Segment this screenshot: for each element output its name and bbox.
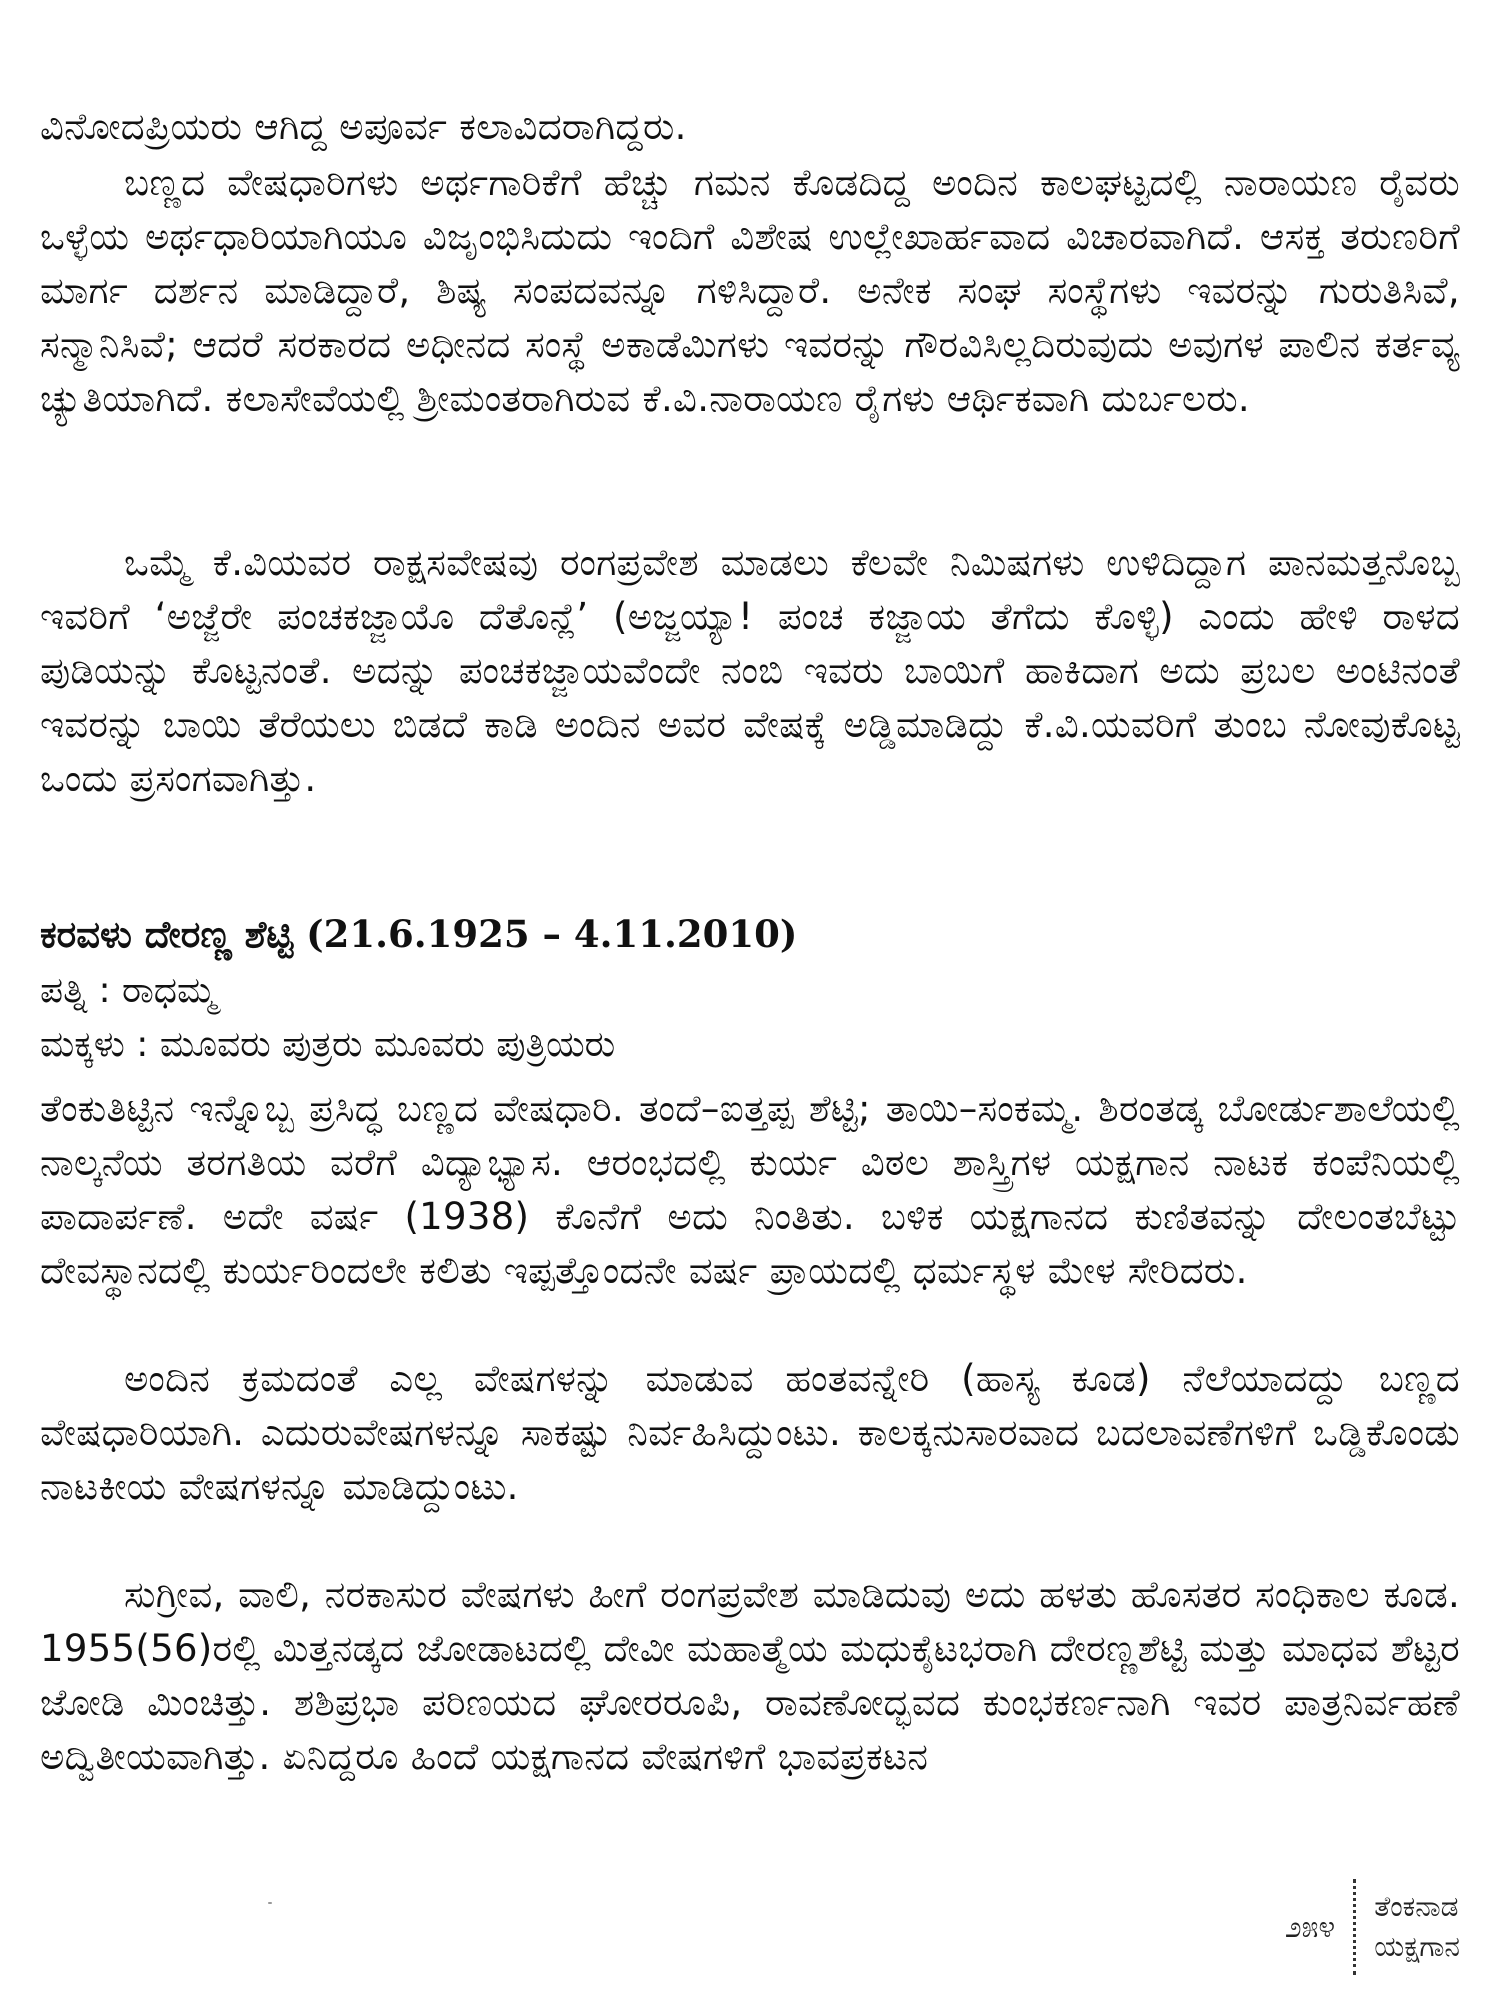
artist-children: ಮಕ್ಕಳು : ಮೂವರು ಪುತ್ರರು ಮೂವರು ಪುತ್ರಿಯರು (40, 1024, 616, 1065)
paragraph-anecdote: ಒಮ್ಮೆ ಕೆ.ವಿಯವರ ರಾಕ್ಷಸವೇಷವು ರಂಗಪ್ರವೇಶ ಮಾಡಲು ಕೆಲವೇ ನಿಮಿಷಗಳು ಉಳಿದಿದ್ದಾಗ ಪಾನಮತ್ತನೊಬ್ಬ ಇವರಿಗೆ ‘ಅಜ್ಜೆರೇ ಪಂಚಕಜ್ಜಾಯೊ ದೆತೊನ್ಲೆ’ (ಅಜ್ಜಯ್ಯಾ! ಪಂಚ ಕಜ್ಜಾಯ ತೆಗೆದು ಕೊಳ್ಳಿ) ಎಂದು ಹೇಳಿ ರಾಳದ ಪುಡಿಯನ್ನು ಕೊಟ್ಟನಂತೆ. ಅದನ್ನು ಪಂಚಕಜ್ಜಾಯವೆಂದೇ ನಂಬಿ ಇವರು ಬಾಯಿಗೆ ಹಾಕಿದಾಗ ಅದು ಪ್ರಬಲ ಅಂಟಿನಂತೆ ಇವರನ್ನು ಬಾಯಿ ತೆರೆಯಲು ಬಿಡದೆ ಕಾಡಿ ಅಂದಿನ ಅವರ ವೇಷಕ್ಕೆ ಅಡ್ಡಿಮಾಡಿದ್ದು ಕೆ.ವಿ.ಯವರಿಗೆ ತುಂಬ ನೋವುಕೊಟ್ಟ ಒಂದು ಪ್ರಸಂಗವಾಗಿತ್ತು. (40, 541, 1460, 800)
artist-spouse: ಪತ್ನಿ : ರಾಧಮ್ಮ (40, 970, 217, 1011)
book-title (1374, 1887, 1460, 1967)
footer-divider (1353, 1879, 1356, 1975)
book-title-line1: ತೆಂಕನಾಡ (1374, 1890, 1459, 1923)
paragraph-biography: ತೆಂಕುತಿಟ್ಟಿನ ಇನ್ನೊಬ್ಬ ಪ್ರಸಿದ್ಧ ಬಣ್ಣದ ವೇಷಧಾರಿ. ತಂದೆ–ಐತ್ತಪ್ಪ ಶೆಟ್ಟಿ; ತಾಯಿ–ಸಂಕಮ್ಮ. ಶಿರಂತಡ್ಕ ಬೋರ್ಡುಶಾಲೆಯಲ್ಲಿ ನಾಲ್ಕನೆಯ ತರಗತಿಯ ವರೆಗೆ ವಿದ್ಯಾಭ್ಯಾಸ. ಆರಂಭದಲ್ಲಿ ಕುರ್ಯ ವಿಠಲ ಶಾಸ್ತ್ರಿಗಳ ಯಕ್ಷಗಾನ ನಾಟಕ ಕಂಪೆನಿಯಲ್ಲಿ ಪಾದಾರ್ಪಣೆ. ಅದೇ ವರ್ಷ (1938) ಕೊನೆಗೆ ಅದು ನಿಂತಿತು. ಬಳಿಕ ಯಕ್ಷಗಾನದ ಕುಣಿತವನ್ನು ದೇಲಂತಬೆಟ್ಟು ದೇವಸ್ಥಾನದಲ್ಲಿ ಕುರ್ಯರಿಂದಲೇ ಕಲಿತು ಇಪ್ಪತ್ತೊಂದನೇ ವರ್ಷ ಪ್ರಾಯದಲ್ಲಿ ಧರ್ಮಸ್ಥಳ ಮೇಳ ಸೇರಿದರು. (40, 1087, 1460, 1292)
artist-heading (40, 906, 1460, 963)
artist-name: ಕರವಳು ದೇರಣ್ಣ ಶೆಟ್ಟಿ (40, 913, 294, 956)
paragraph-narayana-rai: ಬಣ್ಣದ ವೇಷಧಾರಿಗಳು ಅರ್ಥಗಾರಿಕೆಗೆ ಹೆಚ್ಚು ಗಮನ ಕೊಡದಿದ್ದ ಅಂದಿನ ಕಾಲಘಟ್ಟದಲ್ಲಿ ನಾರಾಯಣ ರೈವರು ಒಳ್ಳೆಯ ಅರ್ಥಧಾರಿಯಾಗಿಯೂ ವಿಜೃಂಭಿಸಿದುದು ಇಂದಿಗೆ ವಿಶೇಷ ಉಲ್ಲೇಖಾರ್ಹವಾದ ವಿಚಾರವಾಗಿದೆ. ಆಸಕ್ತ ತರುಣರಿಗೆ ಮಾರ್ಗ ದರ್ಶನ ಮಾಡಿದ್ದಾರೆ, ಶಿಷ್ಯ ಸಂಪದವನ್ನೂ ಗಳಿಸಿದ್ದಾರೆ. ಅನೇಕ ಸಂಘ ಸಂಸ್ಥೆಗಳು ಇವರನ್ನು ಗುರುತಿಸಿವೆ, ಸನ್ಮಾನಿಸಿವೆ; ಆದರೆ ಸರಕಾರದ ಅಧೀನದ ಸಂಸ್ಥೆ ಅಕಾಡೆಮಿಗಳು ಇವರನ್ನು ಗೌರವಿಸಿಲ್ಲದಿರುವುದು ಅವುಗಳ ಪಾಲಿನ ಕರ್ತವ್ಯ ಚ್ಯುತಿಯಾಗಿದೆ. ಕಲಾಸೇವೆಯಲ್ಲಿ ಶ್ರೀಮಂತರಾಗಿರುವ ಕೆ.ವಿ.ನಾರಾಯಣ ರೈಗಳು ಆರ್ಥಿಕವಾಗಿ ದುರ್ಬಲರು. (40, 161, 1460, 420)
book-title-line2: ಯಕ್ಷಗಾನ (1374, 1930, 1460, 1963)
page-number: ೨೫೪ (1284, 1909, 1336, 1945)
paragraph-performances: ಸುಗ್ರೀವ, ವಾಲಿ, ನರಕಾಸುರ ವೇಷಗಳು ಹೀಗೆ ರಂಗಪ್ರವೇಶ ಮಾಡಿದುವು ಅದು ಹಳತು ಹೊಸತರ ಸಂಧಿಕಾಲ ಕೂಡ. 1955(56)ರಲ್ಲಿ ಮಿತ್ತನಡ್ಕದ ಜೋಡಾಟದಲ್ಲಿ ದೇವೀ ಮಹಾತ್ಮೆಯ ಮಧುಕೈಟಭರಾಗಿ ದೇರಣ್ಣಶೆಟ್ಟಿ ಮತ್ತು ಮಾಧವ ಶೆಟ್ಟರ ಜೋಡಿ ಮಿಂಚಿತ್ತು. ಶಶಿಪ್ರಭಾ ಪರಿಣಯದ ಘೋರರೂಪಿ, ರಾವಣೋದ್ಭವದ ಕುಂಭಕರ್ಣನಾಗಿ ಇವರ ಪಾತ್ರನಿರ್ವಹಣೆ ಅದ್ವಿತೀಯವಾಗಿತ್ತು. ಏನಿದ್ದರೂ ಹಿಂದೆ ಯಕ್ಷಗಾನದ ವೇಷಗಳಿಗೆ ಭಾವಪ್ರಕಟನ (40, 1573, 1460, 1778)
paragraph-continued: ವಿನೋದಪ್ರಿಯರು ಆಗಿದ್ದ ಅಪೂರ್ವ ಕಲಾವಿದರಾಗಿದ್ದರು. (40, 105, 687, 148)
paragraph-roles: ಅಂದಿನ ಕ್ರಮದಂತೆ ಎಲ್ಲ ವೇಷಗಳನ್ನು ಮಾಡುವ ಹಂತವನ್ನೇರಿ (ಹಾಸ್ಯ ಕೂಡ) ನೆಲೆಯಾದದ್ದು ಬಣ್ಣದ ವೇಷಧಾರಿಯಾಗಿ. ಎದುರುವೇಷಗಳನ್ನೂ ಸಾಕಷ್ಟು ನಿರ್ವಹಿಸಿದ್ದುಂಟು. ಕಾಲಕ್ಕನುಸಾರವಾದ ಬದಲಾವಣೆಗಳಿಗೆ ಒಡ್ಡಿಕೊಂಡು ನಾಟಕೀಯ ವೇಷಗಳನ್ನೂ ಮಾಡಿದ್ದುಂಟು. (40, 1357, 1460, 1508)
scan-speck (268, 1902, 272, 1904)
artist-dates: (21.6.1925 – 4.11.2010) (306, 912, 798, 956)
page-footer (1285, 1872, 1460, 1982)
